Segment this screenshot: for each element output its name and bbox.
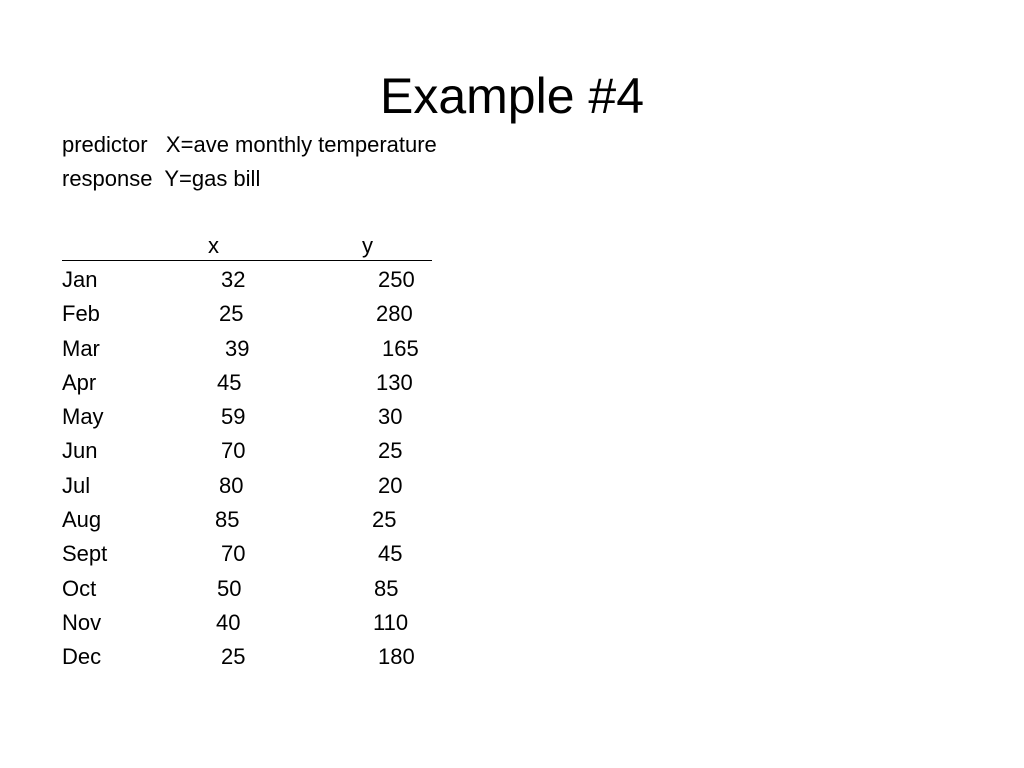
table-row	[62, 540, 442, 574]
column-header-y: y	[362, 233, 373, 258]
predictor-line: predictor X=ave monthly temperature	[62, 132, 437, 157]
x-cell: 25	[221, 644, 246, 670]
x-cell: 59	[221, 404, 246, 430]
response-line: response Y=gas bill	[62, 166, 261, 191]
month-cell: Jun	[62, 438, 98, 464]
y-cell: 25	[372, 507, 397, 533]
x-cell: 25	[219, 301, 244, 327]
month-cell: Jan	[62, 267, 98, 292]
y-cell: 25	[378, 438, 403, 464]
table-row	[62, 266, 442, 300]
month-cell: Mar	[62, 335, 100, 361]
x-cell: 40	[216, 609, 241, 635]
month-cell: Jul	[62, 472, 91, 498]
table-row	[62, 472, 442, 506]
month-cell: Nov	[62, 609, 102, 635]
y-cell: 130	[376, 369, 413, 395]
table-row	[62, 437, 442, 471]
x-cell: 80	[219, 472, 244, 498]
table-row	[62, 506, 442, 540]
column-header-x: x	[208, 233, 219, 258]
y-cell: 180	[378, 644, 415, 670]
x-cell: 50	[217, 575, 242, 601]
x-cell: 45	[217, 369, 242, 395]
table-row	[62, 575, 442, 609]
month-cell: Oct	[62, 575, 97, 601]
month-cell: Aug	[62, 507, 102, 533]
x-cell: 70	[221, 541, 246, 567]
y-cell: 280	[376, 301, 413, 327]
table-row	[62, 369, 442, 403]
y-cell: 45	[378, 541, 403, 567]
x-cell: 32	[221, 267, 246, 292]
y-cell: 85	[374, 575, 399, 601]
y-cell: 110	[373, 609, 409, 635]
y-cell: 30	[378, 404, 403, 430]
table-header	[62, 232, 432, 261]
month-cell: Feb	[62, 301, 100, 327]
month-cell: Dec	[62, 644, 102, 670]
table-row	[62, 643, 442, 677]
x-cell: 70	[221, 438, 246, 464]
table-row	[62, 300, 442, 334]
x-cell: 39	[225, 335, 250, 361]
month-cell: Apr	[62, 369, 97, 395]
table-row	[62, 403, 442, 437]
table-row	[62, 609, 442, 643]
y-cell: 250	[378, 267, 415, 292]
month-cell: May	[62, 404, 104, 430]
slide-title: Example #4	[379, 68, 645, 124]
x-cell: 85	[215, 507, 240, 533]
table-row	[62, 335, 442, 369]
month-cell: Sept	[62, 541, 108, 567]
y-cell: 165	[382, 335, 419, 361]
data-table	[62, 266, 442, 678]
y-cell: 20	[378, 472, 403, 498]
